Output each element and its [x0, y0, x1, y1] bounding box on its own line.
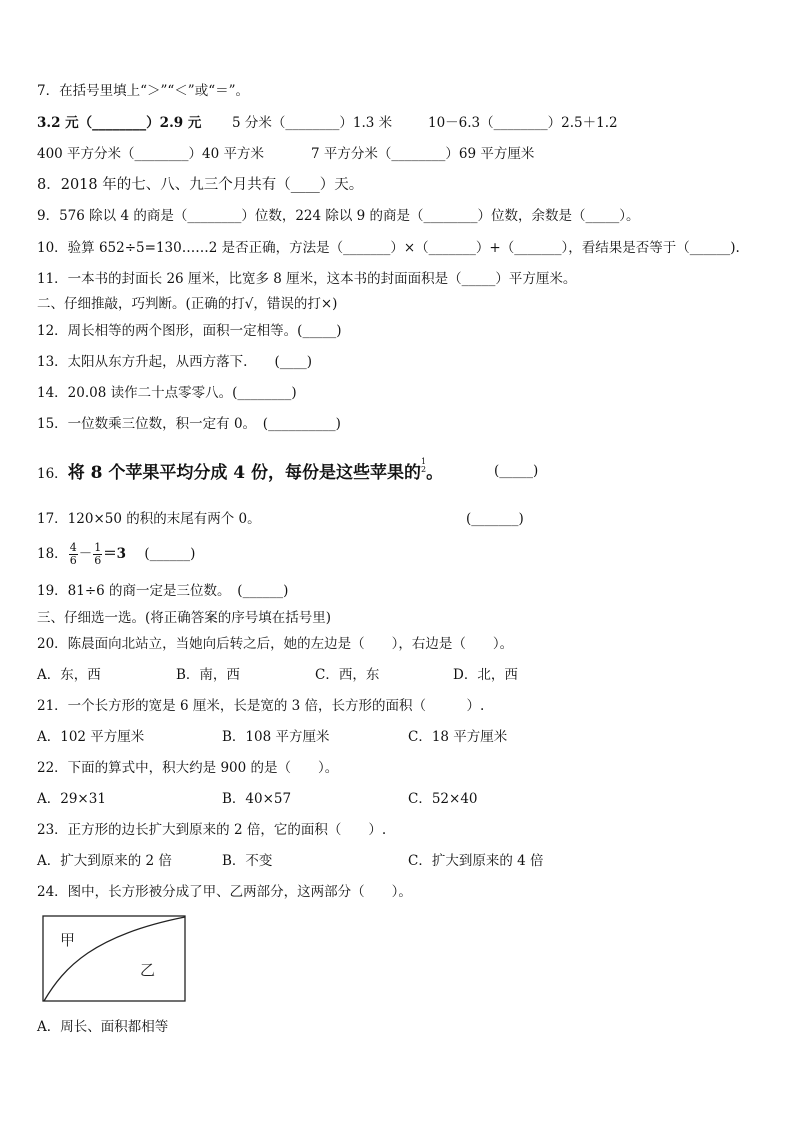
q18-fraction-1	[69, 542, 78, 567]
q19: 19．81÷6 的商一定是三位数。 (______)	[37, 583, 289, 599]
q20-stem: 20．陈晨面向北站立，当她向后转之后，她的左边是（ ），右边是（ ）。	[37, 636, 514, 652]
q24-label-yi: 乙	[140, 961, 156, 979]
q12: 12．周长相等的两个图形，面积一定相等。(_____)	[37, 323, 342, 339]
q24-label-jia: 甲	[60, 931, 76, 949]
q18-eq: ＝3	[103, 546, 127, 562]
q7-row2-b: 7 平方分米（________）69 平方厘米	[311, 146, 535, 162]
q11: 11．一本书的封面长 26 厘米，比宽多 8 厘米，这本书的封面面积是（_____）平方厘米。	[37, 271, 577, 287]
q16-frac-den: 2	[421, 465, 427, 474]
q7-row2-a: 400 平方分米（________）40 平方米	[37, 146, 265, 162]
q7-row1-b: 5 分米（________）1.3 米	[232, 115, 393, 131]
q21-stem: 21．一个长方形的宽是 6 厘米，长是宽的 3 倍，长方形的面积（ ）.	[37, 698, 485, 714]
q18-f2-den: 6	[94, 554, 102, 567]
q24-stem: 24．图中，长方形被分成了甲、乙两部分，这两部分（ ）。	[37, 884, 412, 900]
q22-option-b: B．40×57	[222, 791, 292, 807]
q18-blank: (______)	[144, 546, 196, 562]
q18-f2-num: 1	[94, 541, 102, 554]
q24-rectangle-figure	[42, 915, 188, 1009]
q23-stem: 23．正方形的边长扩大到原来的 2 倍，它的面积（ ）.	[37, 822, 387, 838]
q16-number: 16．	[37, 466, 68, 482]
q20-option-c: C．西，东	[315, 667, 380, 683]
q22-option-c: C．52×40	[408, 791, 478, 807]
q15: 15．一位数乘三位数，积一定有 0。 (__________)	[37, 416, 341, 432]
q16-end: 。	[426, 463, 444, 483]
q17: 17．120×50 的积的末尾有两个 0。	[37, 511, 261, 527]
q21-option-c: C．18 平方厘米	[408, 729, 508, 745]
q16-blank: (_____)	[494, 463, 539, 479]
q18-f1-num: 4	[69, 541, 77, 554]
q23-option-b: B．不变	[222, 853, 273, 869]
q20-option-a: A．东，西	[37, 667, 101, 683]
q16-text: 将 8 个苹果平均分成 4 份，每份是这些苹果的	[67, 463, 422, 483]
q24-figure-svg	[42, 915, 188, 1005]
q24-rectangle	[43, 916, 185, 1001]
q22-stem: 22．下面的算式中，积大约是 900 的是（ ）。	[37, 760, 339, 776]
q16	[37, 458, 443, 486]
q7-row1-c: 10－6.3（________）2.5＋1.2	[428, 115, 618, 131]
q18-number: 18．	[37, 546, 68, 562]
q20-option-d: D．北，西	[453, 667, 518, 683]
q9: 9．576 除以 4 的商是（________）位数，224 除以 9 的商是（________）位数，余数是（_____）。	[37, 208, 640, 224]
section-2-heading: 二、仔细推敲，巧判断。(正确的打√，错误的打×)	[37, 296, 338, 312]
q14: 14．20.08 读作二十点零零八。(________)	[37, 385, 297, 401]
q16-frac-num: 1	[421, 457, 427, 466]
q18	[37, 539, 195, 569]
q24-option-a: A．周长、面积都相等	[37, 1019, 169, 1035]
q21-option-a: A．102 平方厘米	[37, 729, 145, 745]
q24-dividing-curve	[44, 917, 185, 1001]
q18-op: －	[78, 546, 93, 562]
q21-option-b: B．108 平方厘米	[222, 729, 330, 745]
q17-blank: (_______)	[466, 511, 524, 527]
q23-option-a: A．扩大到原来的 2 倍	[37, 853, 172, 869]
q18-fraction-2	[93, 542, 102, 567]
q7-row1-a: 3.2 元（________）2.9 元	[37, 115, 202, 131]
q20-option-b: B．南，西	[176, 667, 240, 683]
q10: 10．验算 652÷5=130……2 是否正确，方法是（_______）×（_______）+（_______），看结果是否等于（______).	[37, 240, 740, 256]
q22-option-a: A．29×31	[37, 791, 106, 807]
section-3-heading: 三、仔细选一选。(将正确答案的序号填在括号里)	[37, 610, 332, 626]
q13: 13．太阳从东方升起，从西方落下. (____)	[37, 354, 313, 370]
q7-stem: 7．在括号里填上“＞”“＜”或“＝”。	[37, 83, 249, 99]
q18-f1-den: 6	[69, 554, 77, 567]
q8: 8．2018 年的七、八、九三个月共有（____）天。	[37, 177, 364, 193]
q23-option-c: C．扩大到原来的 4 倍	[408, 853, 544, 869]
